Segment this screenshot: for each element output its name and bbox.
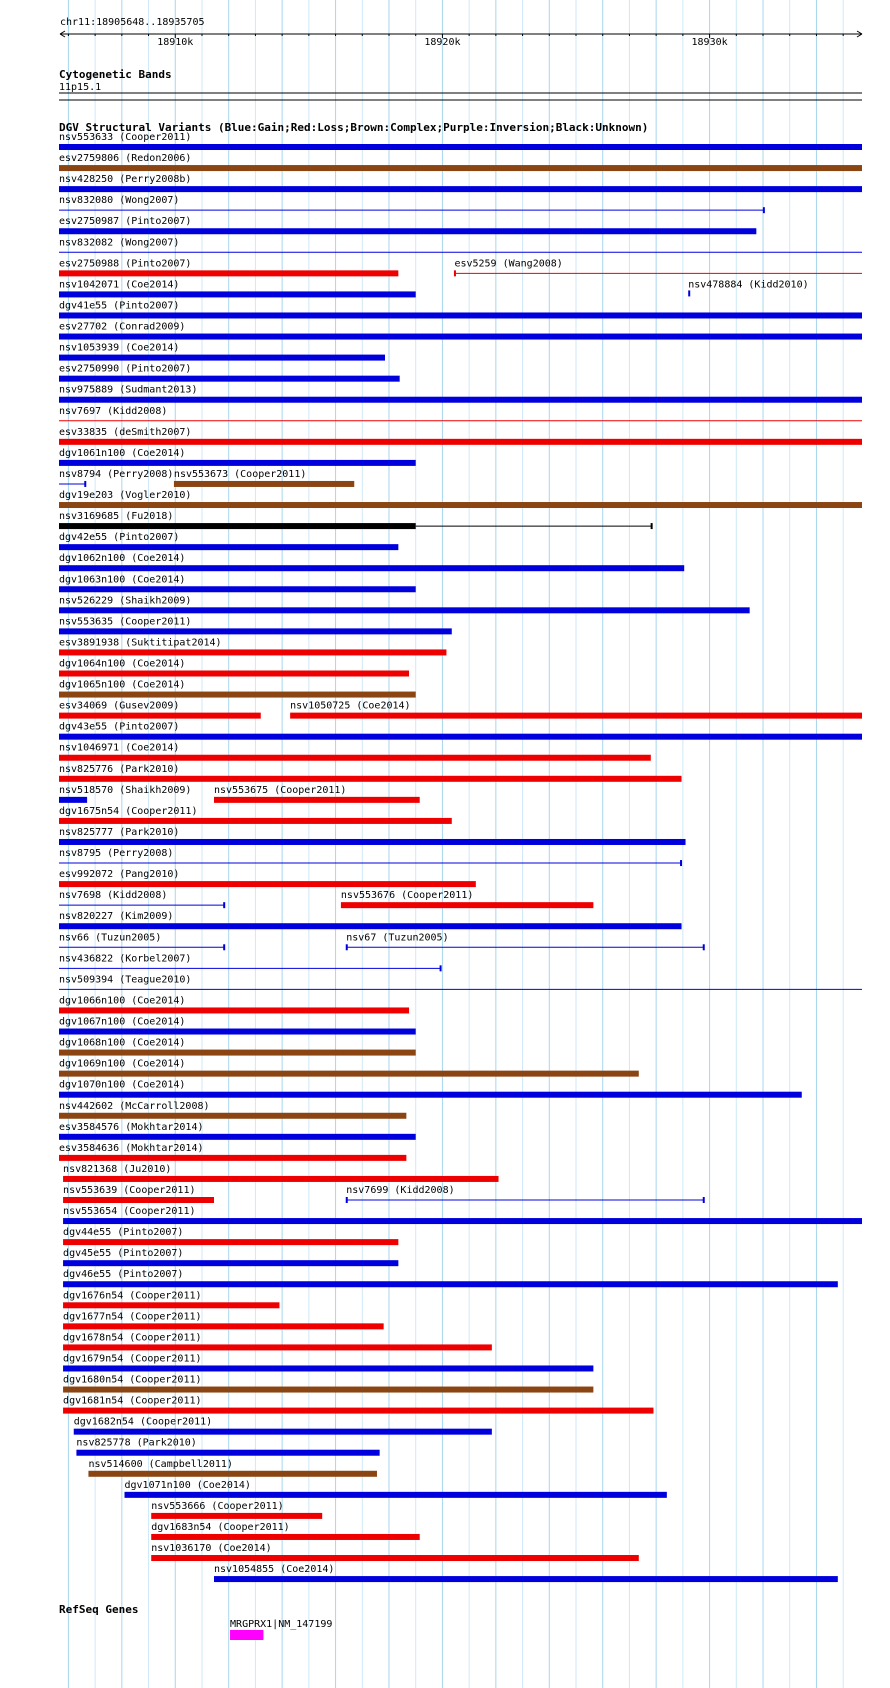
variant-feature[interactable] xyxy=(59,671,409,677)
variant-label: nsv7699 (Kidd2008) xyxy=(346,1185,455,1196)
variant-label: nsv8794 (Perry2008) xyxy=(59,468,174,480)
variant-feature[interactable] xyxy=(59,186,862,192)
variant-feature[interactable] xyxy=(59,586,416,592)
variant-label: nsv509394 (Teague2010) xyxy=(59,974,192,986)
variant-label: esv3891938 (Suktitipat2014) xyxy=(59,637,222,649)
variant-label: dgv1678n54 (Cooper2011) xyxy=(63,1332,202,1344)
variant-label: dgv1063n100 (Coe2014) xyxy=(59,574,186,586)
variant-label: dgv1067n100 (Coe2014) xyxy=(59,1016,186,1028)
variant-feature[interactable] xyxy=(63,1239,398,1245)
variant-feature[interactable] xyxy=(59,312,862,318)
variant-label: dgv1065n100 (Coe2014) xyxy=(59,679,186,691)
gene-feature[interactable] xyxy=(230,1630,263,1640)
variant-feature[interactable] xyxy=(59,502,862,508)
variant-feature[interactable] xyxy=(63,1260,398,1266)
variant-feature[interactable] xyxy=(59,923,682,929)
variant-label: nsv975889 (Sudmant2013) xyxy=(59,384,198,396)
variant-label: dgv1068n100 (Coe2014) xyxy=(59,1037,186,1049)
variant-feature[interactable] xyxy=(59,818,452,824)
ruler-tick-label: 18920k xyxy=(424,37,461,48)
variant-label: dgv19e203 (Vogler2010) xyxy=(59,490,192,502)
variant-feature[interactable] xyxy=(59,776,682,782)
gene-label: MRGPRX1|NM_147199 xyxy=(230,1619,333,1630)
variant-feature[interactable] xyxy=(59,544,398,550)
variant-feature[interactable] xyxy=(174,481,354,487)
variant-feature[interactable] xyxy=(63,1197,214,1203)
ruler xyxy=(60,31,862,48)
variant-label: nsv553633 (Cooper2011) xyxy=(59,132,192,143)
variant-feature[interactable] xyxy=(59,165,862,171)
variant-feature[interactable] xyxy=(59,607,750,613)
variant-label: nsv1050725 (Coe2014) xyxy=(290,700,411,712)
refseq-track-title: RefSeq Genes xyxy=(59,1603,139,1616)
variant-feature[interactable] xyxy=(59,1029,416,1035)
variant-feature[interactable] xyxy=(59,376,400,382)
variant-label: nsv553673 (Cooper2011) xyxy=(173,468,307,480)
variant-feature[interactable] xyxy=(63,1387,593,1393)
variant-label: nsv821368 (Ju2010) xyxy=(63,1163,172,1175)
variant-feature[interactable] xyxy=(125,1492,667,1498)
variant-label: dgv1683n54 (Cooper2011) xyxy=(151,1521,290,1533)
variant-feature[interactable] xyxy=(59,228,756,234)
variant-label: dgv1676n54 (Cooper2011) xyxy=(63,1290,202,1302)
variant-label: nsv66 (Tuzun2005) xyxy=(59,932,162,944)
cytoband-track-title: Cytogenetic Bands xyxy=(59,68,172,81)
ruler-tick-label: 18910k xyxy=(157,37,194,48)
variant-label: nsv553675 (Cooper2011) xyxy=(214,784,347,796)
variant-feature[interactable] xyxy=(59,565,684,571)
variant-label: dgv41e55 (Pinto2007) xyxy=(59,300,180,312)
variant-feature[interactable] xyxy=(59,881,476,887)
variant-feature[interactable] xyxy=(59,1134,416,1140)
variant-label: nsv832082 (Wong2007) xyxy=(59,237,180,249)
variant-feature[interactable] xyxy=(214,797,420,803)
variant-label: nsv553635 (Cooper2011) xyxy=(59,616,192,628)
variant-label: dgv1679n54 (Cooper2011) xyxy=(63,1353,202,1365)
variant-label: nsv7698 (Kidd2008) xyxy=(59,890,168,902)
variant-label: nsv8795 (Perry2008) xyxy=(59,848,174,860)
variant-label: nsv526229 (Shaikh2009) xyxy=(59,595,192,607)
ruler-tick-label: 18930k xyxy=(691,37,728,48)
variant-feature[interactable] xyxy=(59,1092,802,1098)
variant-feature[interactable] xyxy=(59,1007,409,1013)
variant-feature[interactable] xyxy=(59,797,87,803)
variant-label: esv992072 (Pang2010) xyxy=(59,869,180,881)
variant-label: nsv1042071 (Coe2014) xyxy=(59,279,180,291)
variant-label: nsv825776 (Park2010) xyxy=(59,763,180,775)
variant-feature[interactable] xyxy=(59,355,385,361)
variant-label: nsv7697 (Kidd2008) xyxy=(59,405,168,417)
variant-label: esv27702 (Conrad2009) xyxy=(59,321,186,333)
variant-feature[interactable] xyxy=(63,1176,498,1182)
variant-feature[interactable] xyxy=(63,1218,862,1224)
variant-feature[interactable] xyxy=(688,290,690,296)
variant-feature[interactable] xyxy=(63,1344,492,1350)
variant-feature[interactable] xyxy=(74,1429,492,1435)
variant-label: nsv1054855 (Coe2014) xyxy=(214,1564,335,1576)
variant-label: nsv1053939 (Coe2014) xyxy=(59,342,180,354)
variant-feature[interactable] xyxy=(63,1302,279,1308)
variant-feature[interactable] xyxy=(59,1155,406,1161)
variant-label: nsv3169685 (Fu2018) xyxy=(59,511,174,523)
variant-feature[interactable] xyxy=(59,144,862,150)
dgv-variants xyxy=(59,132,862,1582)
variant-label: dgv44e55 (Pinto2007) xyxy=(63,1227,184,1239)
variant-label: esv2750987 (Pinto2007) xyxy=(59,216,192,228)
variant-feature[interactable] xyxy=(290,713,862,719)
variant-label: esv2750990 (Pinto2007) xyxy=(59,363,192,375)
variant-label: dgv1677n54 (Cooper2011) xyxy=(63,1311,202,1323)
variant-feature[interactable] xyxy=(88,1471,377,1477)
variant-label: esv2759806 (Redon2006) xyxy=(59,153,192,165)
variant-feature[interactable] xyxy=(59,1113,406,1119)
variant-label: dgv1680n54 (Cooper2011) xyxy=(63,1374,202,1386)
variant-label: nsv553676 (Cooper2011) xyxy=(340,890,474,902)
variant-label: dgv42e55 (Pinto2007) xyxy=(59,532,180,544)
variant-feature[interactable] xyxy=(59,1050,416,1056)
variant-label: esv3584636 (Mokhtar2014) xyxy=(59,1142,204,1154)
variant-label: nsv553666 (Cooper2011) xyxy=(151,1500,284,1512)
ruler-ticks xyxy=(68,34,843,48)
variant-label: dgv1675n54 (Cooper2011) xyxy=(59,805,198,817)
variant-label: nsv1046971 (Coe2014) xyxy=(59,742,180,754)
variant-feature[interactable] xyxy=(59,692,416,698)
variant-feature[interactable] xyxy=(59,439,862,445)
variant-label: nsv67 (Tuzun2005) xyxy=(346,932,449,944)
variant-feature[interactable] xyxy=(341,902,593,908)
variant-feature[interactable] xyxy=(59,523,416,529)
variant-label: nsv832080 (Wong2007) xyxy=(59,195,180,207)
variant-feature[interactable] xyxy=(59,755,651,761)
variant-label: dgv46e55 (Pinto2007) xyxy=(63,1269,184,1281)
variant-feature[interactable] xyxy=(59,628,452,634)
variant-label: nsv825777 (Park2010) xyxy=(59,826,180,838)
variant-label: nsv442602 (McCarroll2008) xyxy=(59,1100,210,1112)
variant-label: dgv1062n100 (Coe2014) xyxy=(59,553,186,565)
dgv-track-title: DGV Structural Variants (Blue:Gain;Red:Loss;Brown:Complex;Purple:Inversion;Black:Unknown) xyxy=(59,121,649,134)
variant-label: nsv478884 (Kidd2010) xyxy=(688,279,809,291)
variant-feature[interactable] xyxy=(151,1534,419,1540)
variant-feature[interactable] xyxy=(151,1555,639,1561)
variant-feature[interactable] xyxy=(63,1408,653,1414)
variant-label: esv2750988 (Pinto2007) xyxy=(59,258,192,270)
variant-label: nsv825778 (Park2010) xyxy=(76,1437,197,1449)
variant-label: nsv514600 (Campbell2011) xyxy=(88,1458,233,1470)
variant-feature[interactable] xyxy=(76,1450,379,1456)
variant-label: esv34069 (Gusev2009) xyxy=(59,700,180,712)
region-label: chr11:18905648..18935705 xyxy=(60,17,205,28)
variant-feature[interactable] xyxy=(151,1513,322,1519)
variant-label: dgv1066n100 (Coe2014) xyxy=(59,995,186,1007)
variant-feature[interactable] xyxy=(63,1323,384,1329)
variant-label: esv33835 (deSmith2007) xyxy=(59,426,192,438)
variant-feature[interactable] xyxy=(59,334,862,340)
variant-label: nsv553654 (Cooper2011) xyxy=(63,1206,196,1218)
variant-feature[interactable] xyxy=(59,397,862,403)
variant-feature[interactable] xyxy=(59,291,416,297)
variant-label: esv5259 (Wang2008) xyxy=(454,258,563,270)
variant-feature[interactable] xyxy=(59,734,862,740)
variant-feature[interactable] xyxy=(214,1576,838,1582)
variant-label: nsv820227 (Kim2009) xyxy=(59,911,174,923)
cytoband-label: 11p15.1 xyxy=(59,82,102,93)
variant-label: dgv1061n100 (Coe2014) xyxy=(59,447,186,459)
variant-label: dgv1064n100 (Coe2014) xyxy=(59,658,186,670)
variant-feature[interactable] xyxy=(59,839,686,845)
variant-label: dgv1071n100 (Coe2014) xyxy=(124,1479,251,1491)
variant-feature[interactable] xyxy=(63,1365,593,1371)
variant-label: nsv428250 (Perry2008b) xyxy=(59,174,192,186)
variant-label: nsv1036170 (Coe2014) xyxy=(151,1543,272,1555)
variant-label: dgv45e55 (Pinto2007) xyxy=(63,1248,184,1260)
variant-label: dgv1681n54 (Cooper2011) xyxy=(63,1395,202,1407)
variant-label: dgv1070n100 (Coe2014) xyxy=(59,1079,186,1091)
variant-label: nsv518570 (Shaikh2009) xyxy=(59,784,192,796)
variant-label: nsv436822 (Korbel2007) xyxy=(59,953,192,965)
variant-label: esv3584576 (Mokhtar2014) xyxy=(59,1121,204,1133)
variant-feature[interactable] xyxy=(59,460,416,466)
variant-feature[interactable] xyxy=(59,1071,639,1077)
variant-label: dgv1682n54 (Cooper2011) xyxy=(73,1416,213,1428)
variant-label: dgv43e55 (Pinto2007) xyxy=(59,721,180,733)
variant-feature[interactable] xyxy=(63,1281,838,1287)
variant-feature[interactable] xyxy=(59,713,261,719)
variant-feature[interactable] xyxy=(59,649,446,655)
variant-label: nsv553639 (Cooper2011) xyxy=(63,1185,196,1196)
variant-label: dgv1069n100 (Coe2014) xyxy=(59,1058,186,1070)
variant-feature[interactable] xyxy=(59,270,398,276)
